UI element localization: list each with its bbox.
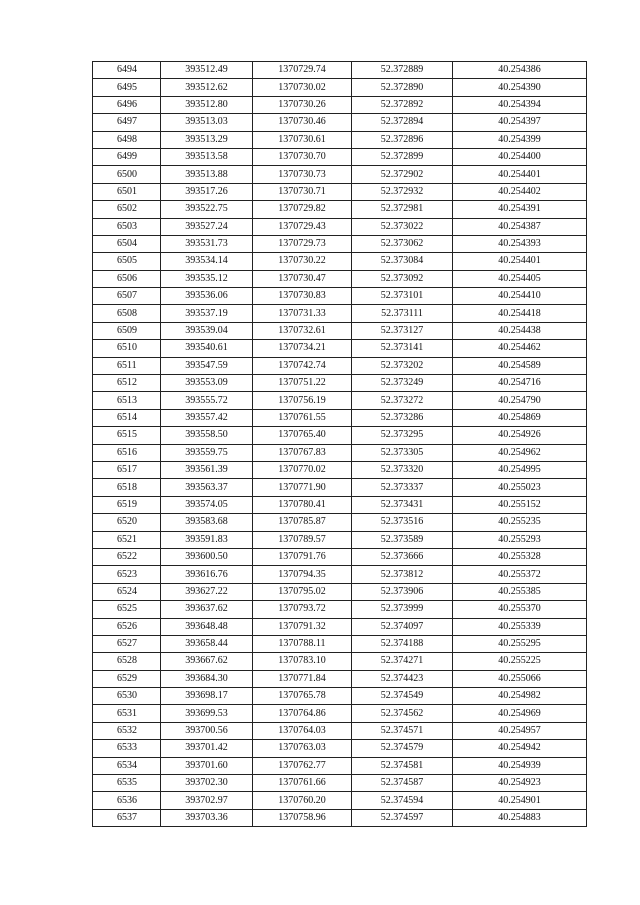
longitude-cell: 40.255023	[453, 479, 587, 496]
x-coordinate-cell: 393648.48	[161, 618, 253, 635]
latitude-cell: 52.372902	[352, 166, 453, 183]
table-row	[93, 670, 587, 687]
longitude-cell: 40.254386	[453, 62, 587, 79]
longitude-cell: 40.254402	[453, 183, 587, 200]
latitude-cell: 52.373092	[352, 270, 453, 287]
table-row	[93, 201, 587, 218]
y-coordinate-cell: 1370785.87	[253, 514, 352, 531]
latitude-cell: 52.373062	[352, 235, 453, 252]
latitude-cell: 52.373516	[352, 514, 453, 531]
table-row	[93, 583, 587, 600]
x-coordinate-cell: 393700.56	[161, 722, 253, 739]
y-coordinate-cell: 1370764.86	[253, 705, 352, 722]
latitude-cell: 52.373999	[352, 601, 453, 618]
y-coordinate-cell: 1370731.33	[253, 305, 352, 322]
y-coordinate-cell: 1370794.35	[253, 566, 352, 583]
longitude-cell: 40.254393	[453, 235, 587, 252]
latitude-cell: 52.373286	[352, 409, 453, 426]
latitude-cell: 52.372899	[352, 148, 453, 165]
point-number-cell: 6524	[93, 583, 161, 600]
point-number-cell: 6502	[93, 201, 161, 218]
table-row	[93, 635, 587, 652]
latitude-cell: 52.373272	[352, 392, 453, 409]
y-coordinate-cell: 1370793.72	[253, 601, 352, 618]
longitude-cell: 40.254716	[453, 375, 587, 392]
longitude-cell: 40.254410	[453, 288, 587, 305]
x-coordinate-cell: 393702.97	[161, 792, 253, 809]
point-number-cell: 6528	[93, 653, 161, 670]
point-number-cell: 6529	[93, 670, 161, 687]
table-row	[93, 809, 587, 826]
longitude-cell: 40.255372	[453, 566, 587, 583]
table-row	[93, 131, 587, 148]
x-coordinate-cell: 393600.50	[161, 548, 253, 565]
y-coordinate-cell: 1370791.32	[253, 618, 352, 635]
latitude-cell: 52.374597	[352, 809, 453, 826]
table-row	[93, 288, 587, 305]
point-number-cell: 6500	[93, 166, 161, 183]
longitude-cell: 40.254883	[453, 809, 587, 826]
latitude-cell: 52.373202	[352, 357, 453, 374]
point-number-cell: 6521	[93, 531, 161, 548]
longitude-cell: 40.254923	[453, 775, 587, 792]
table-row	[93, 270, 587, 287]
table-row	[93, 183, 587, 200]
y-coordinate-cell: 1370758.96	[253, 809, 352, 826]
point-number-cell: 6497	[93, 114, 161, 131]
x-coordinate-cell: 393531.73	[161, 235, 253, 252]
point-number-cell: 6499	[93, 148, 161, 165]
y-coordinate-cell: 1370732.61	[253, 322, 352, 339]
x-coordinate-cell: 393591.83	[161, 531, 253, 548]
x-coordinate-cell: 393574.05	[161, 496, 253, 513]
point-number-cell: 6518	[93, 479, 161, 496]
point-number-cell: 6506	[93, 270, 161, 287]
y-coordinate-cell: 1370771.90	[253, 479, 352, 496]
table-row	[93, 305, 587, 322]
latitude-cell: 52.372890	[352, 79, 453, 96]
point-number-cell: 6533	[93, 740, 161, 757]
point-number-cell: 6522	[93, 548, 161, 565]
y-coordinate-cell: 1370730.46	[253, 114, 352, 131]
x-coordinate-cell: 393658.44	[161, 635, 253, 652]
x-coordinate-cell: 393627.22	[161, 583, 253, 600]
latitude-cell: 52.372889	[352, 62, 453, 79]
point-number-cell: 6527	[93, 635, 161, 652]
longitude-cell: 40.255152	[453, 496, 587, 513]
y-coordinate-cell: 1370765.78	[253, 688, 352, 705]
x-coordinate-cell: 393702.30	[161, 775, 253, 792]
table-row	[93, 705, 587, 722]
latitude-cell: 52.373337	[352, 479, 453, 496]
latitude-cell: 52.373906	[352, 583, 453, 600]
latitude-cell: 52.372932	[352, 183, 453, 200]
latitude-cell: 52.373084	[352, 253, 453, 270]
point-number-cell: 6494	[93, 62, 161, 79]
y-coordinate-cell: 1370729.82	[253, 201, 352, 218]
x-coordinate-cell: 393561.39	[161, 461, 253, 478]
latitude-cell: 52.374549	[352, 688, 453, 705]
y-coordinate-cell: 1370789.57	[253, 531, 352, 548]
table-row	[93, 496, 587, 513]
table-row	[93, 566, 587, 583]
point-number-cell: 6535	[93, 775, 161, 792]
y-coordinate-cell: 1370756.19	[253, 392, 352, 409]
latitude-cell: 52.374594	[352, 792, 453, 809]
latitude-cell: 52.373589	[352, 531, 453, 548]
latitude-cell: 52.373812	[352, 566, 453, 583]
y-coordinate-cell: 1370764.03	[253, 722, 352, 739]
longitude-cell: 40.254589	[453, 357, 587, 374]
longitude-cell: 40.255370	[453, 601, 587, 618]
latitude-cell: 52.372892	[352, 96, 453, 113]
longitude-cell: 40.254391	[453, 201, 587, 218]
table-row	[93, 653, 587, 670]
point-number-cell: 6515	[93, 427, 161, 444]
table-row	[93, 340, 587, 357]
latitude-cell: 52.374097	[352, 618, 453, 635]
y-coordinate-cell: 1370730.70	[253, 148, 352, 165]
table-row	[93, 722, 587, 739]
longitude-cell: 40.255328	[453, 548, 587, 565]
y-coordinate-cell: 1370730.22	[253, 253, 352, 270]
table-row	[93, 479, 587, 496]
y-coordinate-cell: 1370770.02	[253, 461, 352, 478]
longitude-cell: 40.255235	[453, 514, 587, 531]
table-row	[93, 114, 587, 131]
latitude-cell: 52.373666	[352, 548, 453, 565]
x-coordinate-cell: 393699.53	[161, 705, 253, 722]
longitude-cell: 40.255295	[453, 635, 587, 652]
y-coordinate-cell: 1370760.20	[253, 792, 352, 809]
table-row	[93, 548, 587, 565]
longitude-cell: 40.254438	[453, 322, 587, 339]
table-row	[93, 514, 587, 531]
y-coordinate-cell: 1370730.73	[253, 166, 352, 183]
point-number-cell: 6514	[93, 409, 161, 426]
longitude-cell: 40.255339	[453, 618, 587, 635]
table-row	[93, 166, 587, 183]
longitude-cell: 40.255385	[453, 583, 587, 600]
table-row	[93, 322, 587, 339]
point-number-cell: 6496	[93, 96, 161, 113]
y-coordinate-cell: 1370791.76	[253, 548, 352, 565]
latitude-cell: 52.372896	[352, 131, 453, 148]
longitude-cell: 40.254387	[453, 218, 587, 235]
y-coordinate-cell: 1370729.74	[253, 62, 352, 79]
point-number-cell: 6498	[93, 131, 161, 148]
latitude-cell: 52.373320	[352, 461, 453, 478]
x-coordinate-cell: 393558.50	[161, 427, 253, 444]
table-row	[93, 757, 587, 774]
table-row	[93, 427, 587, 444]
y-coordinate-cell: 1370783.10	[253, 653, 352, 670]
longitude-cell: 40.255225	[453, 653, 587, 670]
latitude-cell: 52.374581	[352, 757, 453, 774]
y-coordinate-cell: 1370795.02	[253, 583, 352, 600]
x-coordinate-cell: 393547.59	[161, 357, 253, 374]
latitude-cell: 52.373101	[352, 288, 453, 305]
longitude-cell: 40.254401	[453, 166, 587, 183]
longitude-cell: 40.255066	[453, 670, 587, 687]
y-coordinate-cell: 1370761.55	[253, 409, 352, 426]
latitude-cell: 52.372981	[352, 201, 453, 218]
point-number-cell: 6536	[93, 792, 161, 809]
x-coordinate-cell: 393536.06	[161, 288, 253, 305]
y-coordinate-cell: 1370763.03	[253, 740, 352, 757]
table-row	[93, 740, 587, 757]
longitude-cell: 40.254957	[453, 722, 587, 739]
y-coordinate-cell: 1370730.61	[253, 131, 352, 148]
point-number-cell: 6504	[93, 235, 161, 252]
x-coordinate-cell: 393517.26	[161, 183, 253, 200]
latitude-cell: 52.374562	[352, 705, 453, 722]
point-number-cell: 6513	[93, 392, 161, 409]
x-coordinate-cell: 393563.37	[161, 479, 253, 496]
longitude-cell: 40.254397	[453, 114, 587, 131]
longitude-cell: 40.254405	[453, 270, 587, 287]
longitude-cell: 40.254982	[453, 688, 587, 705]
point-number-cell: 6511	[93, 357, 161, 374]
y-coordinate-cell: 1370788.11	[253, 635, 352, 652]
y-coordinate-cell: 1370761.66	[253, 775, 352, 792]
latitude-cell: 52.373111	[352, 305, 453, 322]
x-coordinate-cell: 393557.42	[161, 409, 253, 426]
longitude-cell: 40.254394	[453, 96, 587, 113]
x-coordinate-cell: 393535.12	[161, 270, 253, 287]
point-number-cell: 6520	[93, 514, 161, 531]
point-number-cell: 6534	[93, 757, 161, 774]
latitude-cell: 52.373305	[352, 444, 453, 461]
longitude-cell: 40.254418	[453, 305, 587, 322]
table-row	[93, 531, 587, 548]
coordinate-table-body	[93, 62, 587, 827]
longitude-cell: 40.254962	[453, 444, 587, 461]
table-row	[93, 357, 587, 374]
x-coordinate-cell: 393555.72	[161, 392, 253, 409]
x-coordinate-cell: 393527.24	[161, 218, 253, 235]
table-row	[93, 409, 587, 426]
point-number-cell: 6537	[93, 809, 161, 826]
y-coordinate-cell: 1370730.71	[253, 183, 352, 200]
x-coordinate-cell: 393513.29	[161, 131, 253, 148]
point-number-cell: 6509	[93, 322, 161, 339]
x-coordinate-cell: 393698.17	[161, 688, 253, 705]
latitude-cell: 52.374571	[352, 722, 453, 739]
table-row	[93, 618, 587, 635]
x-coordinate-cell: 393583.68	[161, 514, 253, 531]
y-coordinate-cell: 1370729.43	[253, 218, 352, 235]
table-row	[93, 792, 587, 809]
longitude-cell: 40.254926	[453, 427, 587, 444]
point-number-cell: 6507	[93, 288, 161, 305]
latitude-cell: 52.373127	[352, 322, 453, 339]
table-row	[93, 235, 587, 252]
table-row	[93, 392, 587, 409]
longitude-cell: 40.254969	[453, 705, 587, 722]
x-coordinate-cell: 393701.60	[161, 757, 253, 774]
latitude-cell: 52.374188	[352, 635, 453, 652]
table-row	[93, 601, 587, 618]
latitude-cell: 52.372894	[352, 114, 453, 131]
longitude-cell: 40.254790	[453, 392, 587, 409]
table-row	[93, 461, 587, 478]
x-coordinate-cell: 393684.30	[161, 670, 253, 687]
longitude-cell: 40.254462	[453, 340, 587, 357]
y-coordinate-cell: 1370734.21	[253, 340, 352, 357]
y-coordinate-cell: 1370729.73	[253, 235, 352, 252]
longitude-cell: 40.254939	[453, 757, 587, 774]
x-coordinate-cell: 393512.49	[161, 62, 253, 79]
longitude-cell: 40.254399	[453, 131, 587, 148]
longitude-cell: 40.254901	[453, 792, 587, 809]
longitude-cell: 40.254942	[453, 740, 587, 757]
table-row	[93, 79, 587, 96]
latitude-cell: 52.374587	[352, 775, 453, 792]
x-coordinate-cell: 393637.62	[161, 601, 253, 618]
longitude-cell: 40.254869	[453, 409, 587, 426]
point-number-cell: 6503	[93, 218, 161, 235]
point-number-cell: 6516	[93, 444, 161, 461]
longitude-cell: 40.254390	[453, 79, 587, 96]
x-coordinate-cell: 393534.14	[161, 253, 253, 270]
point-number-cell: 6532	[93, 722, 161, 739]
coordinate-table	[92, 61, 587, 827]
longitude-cell: 40.254401	[453, 253, 587, 270]
x-coordinate-cell: 393522.75	[161, 201, 253, 218]
x-coordinate-cell: 393559.75	[161, 444, 253, 461]
point-number-cell: 6526	[93, 618, 161, 635]
latitude-cell: 52.373249	[352, 375, 453, 392]
table-row	[93, 218, 587, 235]
x-coordinate-cell: 393701.42	[161, 740, 253, 757]
point-number-cell: 6523	[93, 566, 161, 583]
latitude-cell: 52.373022	[352, 218, 453, 235]
y-coordinate-cell: 1370780.41	[253, 496, 352, 513]
y-coordinate-cell: 1370762.77	[253, 757, 352, 774]
point-number-cell: 6519	[93, 496, 161, 513]
x-coordinate-cell: 393512.80	[161, 96, 253, 113]
x-coordinate-cell: 393616.76	[161, 566, 253, 583]
longitude-cell: 40.254400	[453, 148, 587, 165]
x-coordinate-cell: 393513.03	[161, 114, 253, 131]
point-number-cell: 6517	[93, 461, 161, 478]
table-row	[93, 444, 587, 461]
table-row	[93, 775, 587, 792]
table-row	[93, 148, 587, 165]
point-number-cell: 6512	[93, 375, 161, 392]
y-coordinate-cell: 1370765.40	[253, 427, 352, 444]
point-number-cell: 6510	[93, 340, 161, 357]
y-coordinate-cell: 1370730.02	[253, 79, 352, 96]
x-coordinate-cell: 393703.36	[161, 809, 253, 826]
table-row	[93, 688, 587, 705]
latitude-cell: 52.373141	[352, 340, 453, 357]
y-coordinate-cell: 1370742.74	[253, 357, 352, 374]
latitude-cell: 52.374579	[352, 740, 453, 757]
y-coordinate-cell: 1370730.26	[253, 96, 352, 113]
x-coordinate-cell: 393667.62	[161, 653, 253, 670]
table-row	[93, 375, 587, 392]
point-number-cell: 6525	[93, 601, 161, 618]
x-coordinate-cell: 393513.58	[161, 148, 253, 165]
longitude-cell: 40.255293	[453, 531, 587, 548]
x-coordinate-cell: 393539.04	[161, 322, 253, 339]
x-coordinate-cell: 393540.61	[161, 340, 253, 357]
point-number-cell: 6501	[93, 183, 161, 200]
y-coordinate-cell: 1370751.22	[253, 375, 352, 392]
latitude-cell: 52.374423	[352, 670, 453, 687]
latitude-cell: 52.373295	[352, 427, 453, 444]
x-coordinate-cell: 393553.09	[161, 375, 253, 392]
point-number-cell: 6531	[93, 705, 161, 722]
point-number-cell: 6508	[93, 305, 161, 322]
x-coordinate-cell: 393537.19	[161, 305, 253, 322]
latitude-cell: 52.374271	[352, 653, 453, 670]
longitude-cell: 40.254995	[453, 461, 587, 478]
table-row	[93, 253, 587, 270]
y-coordinate-cell: 1370771.84	[253, 670, 352, 687]
table-row	[93, 96, 587, 113]
point-number-cell: 6505	[93, 253, 161, 270]
y-coordinate-cell: 1370767.83	[253, 444, 352, 461]
point-number-cell: 6530	[93, 688, 161, 705]
y-coordinate-cell: 1370730.83	[253, 288, 352, 305]
y-coordinate-cell: 1370730.47	[253, 270, 352, 287]
table-row	[93, 62, 587, 79]
point-number-cell: 6495	[93, 79, 161, 96]
x-coordinate-cell: 393513.88	[161, 166, 253, 183]
x-coordinate-cell: 393512.62	[161, 79, 253, 96]
latitude-cell: 52.373431	[352, 496, 453, 513]
